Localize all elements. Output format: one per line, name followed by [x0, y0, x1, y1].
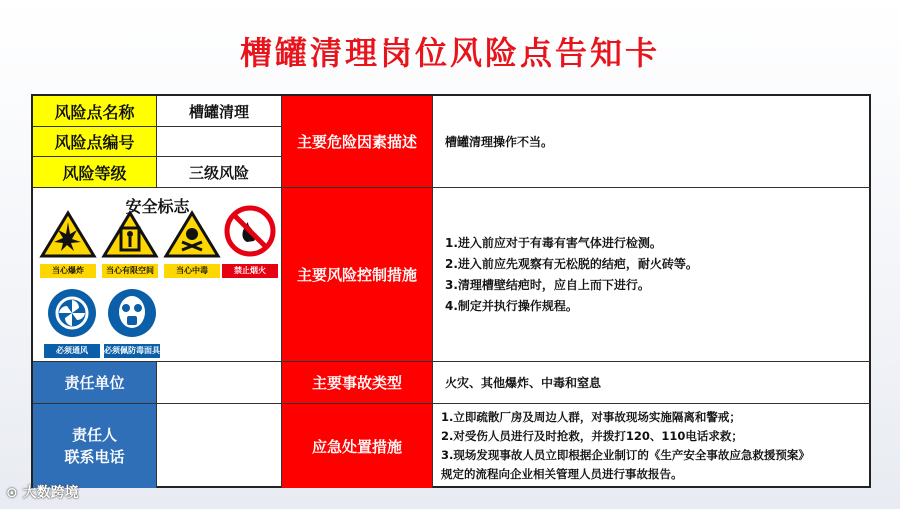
control-item: 1.进入前应对于有毒有害气体进行检测。 — [445, 235, 662, 250]
responsible-unit-label: 责任单位 — [33, 362, 157, 404]
emergency-list — [433, 404, 871, 488]
accident-type-text: 火灾、其他爆炸、中毒和窒息 — [433, 362, 871, 404]
sign-label: 当心中毒 — [164, 264, 220, 278]
sign-ventilation — [43, 288, 101, 358]
sign-no-fire — [221, 204, 279, 278]
responsible-unit-value — [157, 362, 282, 404]
control-item: 3.清理槽壁结疤时，应自上而下进行。 — [445, 277, 650, 292]
sign-label: 当心爆炸 — [40, 264, 96, 278]
poison-warning-icon — [163, 210, 221, 258]
ventilation-required-icon — [45, 288, 99, 338]
risk-name-label: 风险点名称 — [33, 96, 157, 127]
safety-signs-panel — [33, 188, 282, 362]
emergency-item: 1.立即疏散厂房及周边人群，对事故现场实施隔离和警戒； — [441, 410, 741, 424]
gas-mask-required-icon — [105, 288, 159, 338]
accident-type-label: 主要事故类型 — [282, 362, 433, 404]
no-fire-icon — [221, 204, 279, 258]
emergency-item: 规定的流程向企业相关管理人员进行事故报告。 — [441, 467, 683, 481]
watermark-text: 大数跨境 — [22, 485, 79, 501]
contact-label — [33, 404, 157, 488]
sign-confined-space — [101, 210, 159, 278]
explosion-warning-icon — [39, 210, 97, 258]
control-list — [433, 188, 871, 362]
sign-label: 必须通风 — [44, 344, 100, 358]
watermark-icon: ⊙ — [6, 485, 18, 501]
contact-label-line2: 联系电话 — [64, 448, 125, 466]
risk-card — [31, 94, 871, 488]
contact-label-line1: 责任人 — [71, 426, 117, 444]
risk-code-label: 风险点编号 — [33, 127, 157, 157]
control-item: 4.制定并执行操作规程。 — [445, 298, 578, 313]
watermark — [6, 482, 79, 502]
sign-gas-mask — [103, 288, 161, 358]
hazard-text: 槽罐清理操作不当。 — [433, 96, 871, 188]
emergency-item: 3.现场发现事故人员立即根据企业制订的《生产安全事故应急救援预案》 — [441, 448, 810, 462]
sign-explosion — [39, 210, 97, 278]
sign-poison — [163, 210, 221, 278]
sign-label: 必须佩防毒面具 — [104, 344, 160, 358]
sign-label: 禁止烟火 — [222, 264, 278, 278]
confined-space-warning-icon — [101, 210, 159, 258]
contact-value — [157, 404, 282, 488]
control-label: 主要风险控制措施 — [282, 188, 433, 362]
risk-level-value: 三级风险 — [157, 157, 282, 188]
sign-label: 当心有限空间 — [102, 264, 158, 278]
emergency-label: 应急处置措施 — [282, 404, 433, 488]
risk-name-value: 槽罐清理 — [157, 96, 282, 127]
risk-code-value — [157, 127, 282, 157]
control-item: 2.进入前应先观察有无松脱的结疤，耐火砖等。 — [445, 256, 698, 271]
safety-signs-heading: 安全标志 — [125, 197, 190, 216]
page-title: 槽罐清理岗位风险点告知卡 — [239, 34, 660, 72]
emergency-item: 2.对受伤人员进行及时抢救，并拨打120、110电话求救； — [441, 429, 743, 443]
risk-level-label: 风险等级 — [33, 157, 157, 188]
hazard-label: 主要危险因素描述 — [282, 96, 433, 188]
